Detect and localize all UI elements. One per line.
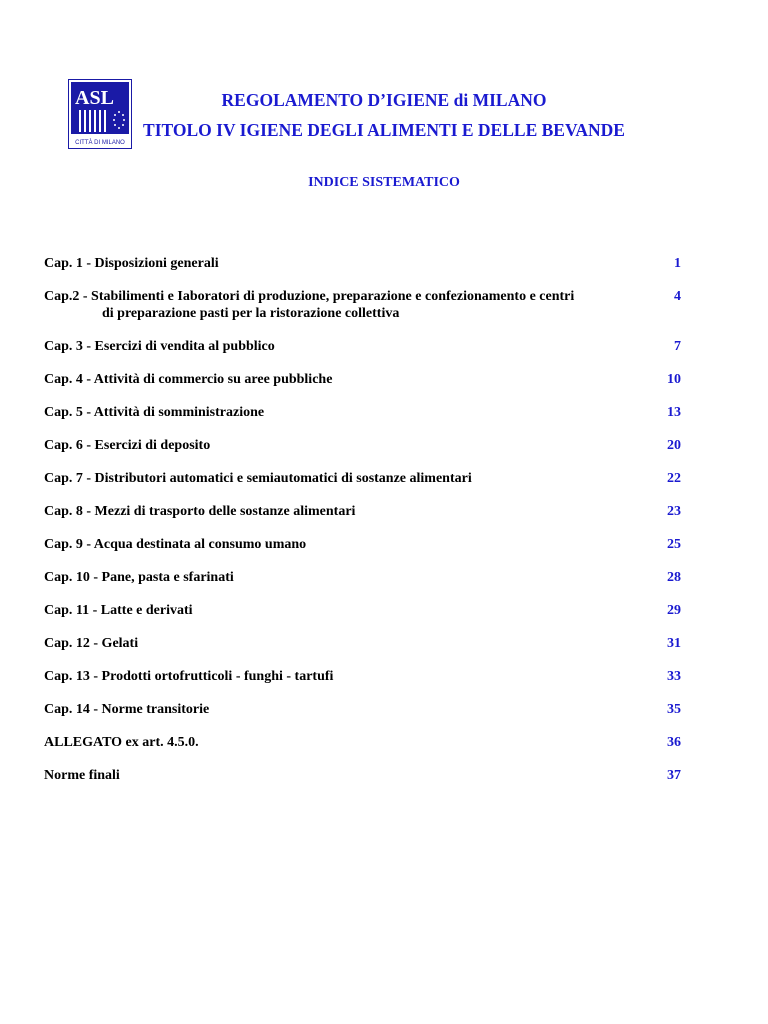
toc-entry-cap-11[interactable] [44, 602, 684, 619]
toc-entry-label: Cap. 6 - Esercizi di deposito [44, 438, 211, 453]
toc-page-number: 13 [667, 405, 681, 420]
toc-entry-allegato[interactable] [44, 734, 684, 751]
document-subtitle: TITOLO IV IGIENE DEGLI ALIMENTI E DELLE BEVANDE [143, 120, 625, 140]
toc-entry-cap-3[interactable] [44, 338, 684, 355]
toc-page-number: 36 [667, 735, 681, 750]
toc-entry-cap-12[interactable] [44, 635, 684, 652]
toc-entry-label: Cap. 3 - Esercizi di vendita al pubblico [44, 339, 275, 354]
logo-text: ASL [75, 87, 114, 109]
toc-entry-label: Cap. 8 - Mezzi di trasporto delle sostanze alimentari [44, 504, 356, 519]
toc-entry-cap-9[interactable] [44, 536, 684, 553]
toc-entry-cap-1[interactable] [44, 255, 684, 272]
toc-page-number: 31 [667, 636, 681, 651]
toc-entry-norme-finali[interactable] [44, 767, 684, 784]
toc-entry-label: Cap. 13 - Prodotti ortofrutticoli - funghi - tartufi [44, 669, 334, 684]
logo-subtext: CITTÀ DI MILANO [75, 140, 125, 146]
toc-entry-label: ALLEGATO ex art. 4.5.0. [44, 735, 199, 750]
toc-entry-label: Cap. 7 - Distributori automatici e semiautomatici di sostanze alimentari [44, 471, 472, 486]
toc-entry-label: Cap. 11 - Latte e derivati [44, 603, 193, 618]
toc-page-number: 4 [674, 289, 681, 304]
toc-entry-label: Cap. 5 - Attività di somministrazione [44, 405, 265, 420]
toc-entry-cap-6[interactable] [44, 437, 684, 454]
toc-page-number: 22 [667, 471, 681, 486]
toc-entry-label: Cap. 10 - Pane, pasta e sfarinati [44, 570, 234, 585]
index-title: INDICE SISTEMATICO [308, 175, 460, 190]
toc-page-number: 37 [667, 768, 681, 783]
toc-entry-cap-2[interactable] [44, 288, 684, 322]
toc-page-number: 23 [667, 504, 681, 519]
toc-page-number: 20 [667, 438, 681, 453]
toc-entry-label: Cap. 14 - Norme transitorie [44, 702, 210, 717]
toc-entry-cap-14[interactable] [44, 701, 684, 718]
toc-page-number: 10 [667, 372, 681, 387]
toc-entry-cap-7[interactable] [44, 470, 684, 487]
toc-entry-label: Cap.2 - Stabilimenti e Iaboratori di produzione, preparazione e confezionamento e centri [44, 289, 575, 304]
toc-entry-cap-8[interactable] [44, 503, 684, 520]
toc-entry-cap-4[interactable] [44, 371, 684, 388]
toc-entry-label-continuation: di preparazione pasti per la ristorazione collettiva [102, 306, 400, 321]
toc-entry-label: Norme finali [44, 768, 120, 783]
toc-page-number: 28 [667, 570, 681, 585]
document-title: REGOLAMENTO D’IGIENE di MILANO [221, 90, 547, 110]
toc-entry-label: Cap. 12 - Gelati [44, 636, 139, 651]
toc-entry-label: Cap. 4 - Attività di commercio su aree pubbliche [44, 372, 333, 387]
toc-page-number: 7 [674, 339, 681, 354]
toc-page-number: 1 [674, 256, 681, 271]
toc-entry-label: Cap. 9 - Acqua destinata al consumo umano [44, 537, 307, 552]
toc-page-number: 35 [667, 702, 681, 717]
toc-entry-cap-13[interactable] [44, 668, 684, 685]
toc-entry-cap-5[interactable] [44, 404, 684, 421]
table-of-contents [44, 255, 684, 800]
toc-page-number: 25 [667, 537, 681, 552]
toc-entry-cap-10[interactable] [44, 569, 684, 586]
toc-page-number: 33 [667, 669, 681, 684]
toc-page-number: 29 [667, 603, 681, 618]
toc-entry-label: Cap. 1 - Disposizioni generali [44, 256, 219, 271]
